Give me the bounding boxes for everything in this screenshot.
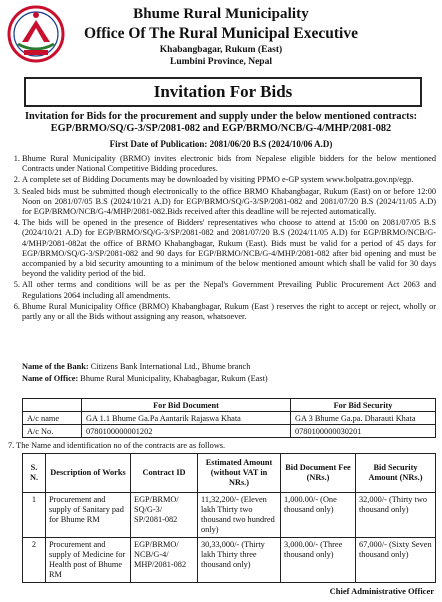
table-header: Description of Works bbox=[46, 454, 131, 493]
table-cell: 67,000/- (Sixty Seven thousand only) bbox=[356, 538, 436, 583]
table-row bbox=[23, 399, 436, 412]
contracts-intro: 7. The Name and identification no of the contracts are as follows. bbox=[8, 441, 226, 450]
table-cell: 0780100000001202 bbox=[82, 425, 291, 438]
table-cell: 1,000.00/- (One thousand only) bbox=[281, 493, 356, 538]
table-cell: Procurement and supply of Sanitary pad for Bhume RM bbox=[46, 493, 131, 538]
table-row bbox=[23, 538, 436, 583]
list-item: 6. Bhume Rural Municipality Office (BRMO) Khabangbagar, Rukum (East ) reserves the right to accept or reject, wholly or partly any or all the Bids without assigning any reason, whatsoever. bbox=[22, 302, 436, 322]
table-header: For Bid Document bbox=[82, 399, 291, 412]
table-row bbox=[23, 425, 436, 438]
notice-title: Invitation For Bids bbox=[24, 77, 422, 107]
table-cell: 1 bbox=[23, 493, 46, 538]
first-publication-date: First Date of Publication: 2081/06/20 B.S (2024/10/06 A.D) bbox=[109, 139, 333, 149]
table-row bbox=[23, 412, 436, 425]
table-cell: EGP/BRMO/ NCB/G-4/ MHP/2081-082 bbox=[131, 538, 198, 583]
table-cell: A/c No. bbox=[23, 425, 82, 438]
table-header: Contract ID bbox=[131, 454, 198, 493]
table-cell: Procurement and supply of Medicine for Health post of Bhume RM bbox=[46, 538, 131, 583]
account-table bbox=[22, 398, 436, 438]
table-cell: 32,000/- (Thirty two thousand only) bbox=[356, 493, 436, 538]
table-header: For Bid Security bbox=[291, 399, 436, 412]
table-cell: 0780100000030201 bbox=[291, 425, 436, 438]
bank-name-line bbox=[22, 362, 250, 371]
bank-label: Name of the Bank: bbox=[22, 362, 89, 371]
table-cell: 30,33,000/- (Thirty lakh Thirty three thousand only) bbox=[198, 538, 281, 583]
table-header: Bid Document Fee (NRs.) bbox=[281, 454, 356, 493]
office-name: Office Of The Rural Municipal Executive bbox=[84, 25, 358, 42]
table-header: Estimated Amount (without VAT in NRs.) bbox=[198, 454, 281, 493]
notice-body bbox=[8, 154, 436, 323]
table-cell: 3,000.00/- (Three thousand only) bbox=[281, 538, 356, 583]
list-item: 5. All other terms and conditions will be as per the Nepal's Government Prevailing Public Procurement Act 2063 and Regulations 2064 including all amendments. bbox=[22, 280, 436, 300]
table-cell: 2 bbox=[23, 538, 46, 583]
bank-value: Citizens Bank International Ltd., Bhume branch bbox=[90, 362, 251, 371]
office-address: Khabangbagar, Rukum (East) bbox=[159, 45, 283, 55]
table-cell: A/c name bbox=[23, 412, 82, 425]
table-header: S. N. bbox=[23, 454, 46, 493]
table-cell: GA 3 Bhume Ga.pa. Dharauti Khata bbox=[291, 412, 436, 425]
contract-ids: EGP/BRMO/SQ/G-3/SP/2081-082 and EGP/BRMO/NCB/G-4/MHP/2081-082 bbox=[50, 123, 392, 134]
list-item: 2. A complete set of Bidding Documents may be downloaded by visiting PPMO e-GP system www.bolpatra.gov.np/egp. bbox=[22, 175, 436, 185]
signatory: Chief Administrative Officer bbox=[329, 586, 434, 596]
table-cell: EGP/BRMO/ SQ/G-3/ SP/2081-082 bbox=[131, 493, 198, 538]
notice-subtitle: Invitation for Bids for the procurement and supply under the below mentioned contracts: bbox=[24, 111, 418, 122]
table-header: Bid Security Amount (NRs.) bbox=[356, 454, 436, 493]
table-row bbox=[23, 454, 436, 493]
table-cell: 11,32,200/- (Eleven lakh Thirty two thousand two hundred only) bbox=[198, 493, 281, 538]
table-header bbox=[23, 399, 82, 412]
office-value: Bhume Rural Municipality, Khabagbagar, Rukum (East) bbox=[80, 374, 268, 383]
province: Lumbini Province, Nepal bbox=[170, 57, 272, 67]
office-name-line bbox=[22, 374, 268, 383]
list-item: 4. The bids will be opened in the presence of Bidders' representatives who choose to attend at 15:00 on 2081/07/05 B.S (2024/10/21 A.D) for EGP/BRMO/SQ/G-3/SP/2081-082 and 2081/07/20 B.S (2024/11/05 A.D) for EGP/BRMO/NCB/G-4/MHP/2081-082at the office of BRMO Khabangbagar, Rukum (East). Bids must be valid for a period of 45 days for EGP/BRMO/SQ/G-3/SP/2081-082 and 90 days for EGP/BRMO/NCB/G-4/MHP/2081-082 after bid opening and must be accompanied by a bid security amounting to a minimum of the below mentioned amount which shall be valid for 30 days beyond the validity period of the bid. bbox=[22, 218, 436, 279]
municipality-name: Bhume Rural Municipality bbox=[133, 6, 309, 22]
contracts-table bbox=[22, 453, 436, 583]
table-row bbox=[23, 493, 436, 538]
office-label: Name of Office: bbox=[22, 374, 79, 383]
list-item: 1. Bhume Rural Municipality (BRMO) invites electronic bids from Nepalese eligible bidders for the below mentioned Contracts under National Competitive Bidding procedures. bbox=[22, 154, 436, 174]
letterhead bbox=[0, 0, 442, 80]
list-item: 3. Sealed bids must be submitted though electronically to the office BRMO Khabangbagar, Rukum (East) on or before 12:00 Noon on 2081/07/05 B.S (2024/10/21 A.D) for EGP/BRMO/SQ/G-3/SP/2081-082 and 2081/07/20 B.S (2024/11/05 A.D) for EGP/BRMO/NCB/G-4/MHP/2081-082.Bids received after this deadline will be rejected automatically. bbox=[22, 187, 436, 218]
table-cell: GA 1.1 Bhume Ga.Pa Aantarik Rajaswa Khata bbox=[82, 412, 291, 425]
